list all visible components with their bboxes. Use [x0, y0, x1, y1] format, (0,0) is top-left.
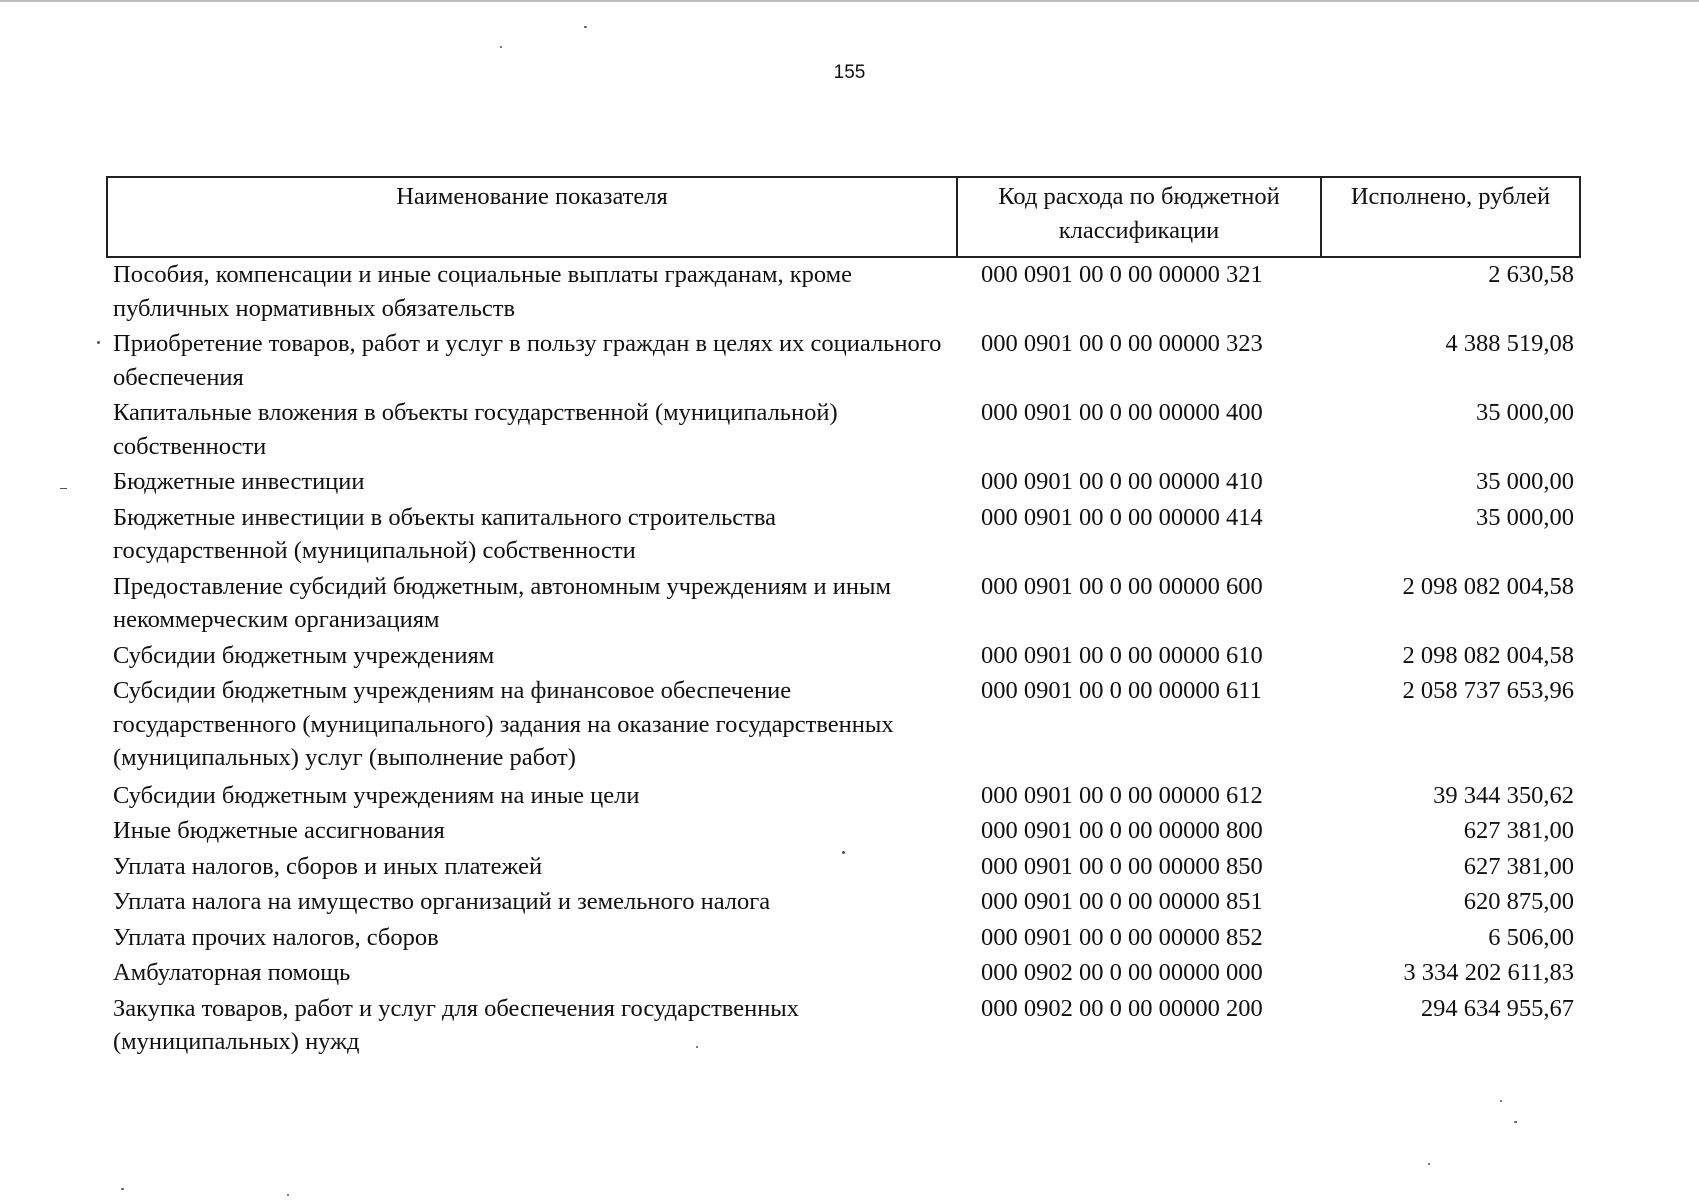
- row-amount: 35 000,00: [1476, 468, 1574, 495]
- row-name: Бюджетные инвестиции: [113, 468, 365, 495]
- row-code: 000 0901 00 0 00 00000 610: [981, 641, 1263, 669]
- row-amount: 2 058 737 653,96: [1402, 677, 1574, 704]
- row-amount: 35 000,00: [1476, 399, 1574, 426]
- scan-speck: [500, 46, 502, 48]
- row-name: Бюджетные инвестиции в объекты капитального строительства государственной (муниципальной) собственности: [113, 503, 776, 564]
- header-budget-code: Код расхода по бюджетной классификации: [957, 177, 1321, 257]
- row-amount: 627 381,00: [1463, 852, 1574, 880]
- table-row: [107, 885, 1580, 921]
- table-row: [107, 674, 1580, 777]
- scan-speck: [60, 488, 67, 489]
- row-name: Субсидии бюджетным учреждениям на финансовое обеспечение государственного (муниципального) задания на оказание государственных (муниципальных) услуг (выполнение работ): [113, 677, 894, 771]
- row-name: Уплата налогов, сборов и иных платежей: [113, 852, 543, 880]
- row-amount: 2 098 082 004,58: [1402, 641, 1574, 669]
- scan-speck: [97, 341, 100, 344]
- table-row: [107, 992, 1580, 1061]
- row-amount: 2 098 082 004,58: [1402, 572, 1574, 600]
- table-row: [107, 814, 1580, 850]
- row-name: Субсидии бюджетным учреждениям: [113, 641, 495, 669]
- row-code: 000 0901 00 0 00 00000 410: [981, 468, 1263, 495]
- row-code: 000 0902 00 0 00 00000 200: [981, 994, 1263, 1022]
- row-code: 000 0901 00 0 00 00000 400: [981, 399, 1263, 426]
- row-amount: 35 000,00: [1476, 503, 1574, 531]
- scan-speck: [1500, 1100, 1502, 1102]
- table-row: [107, 570, 1580, 639]
- row-name: Приобретение товаров, работ и услуг в пользу граждан в целях их социального обеспечения: [113, 330, 942, 391]
- table-row: [107, 850, 1580, 886]
- row-code: 000 0901 00 0 00 00000 414: [981, 503, 1263, 531]
- row-code: 000 0901 00 0 00 00000 612: [981, 781, 1263, 809]
- expenditure-table: [106, 176, 1581, 1061]
- row-amount: 627 381,00: [1463, 817, 1574, 844]
- scan-speck: [1514, 1121, 1517, 1123]
- table-row: [107, 639, 1580, 675]
- row-name: Иные бюджетные ассигнования: [113, 817, 445, 844]
- table-row: [107, 921, 1580, 957]
- table-header-row: [107, 177, 1580, 257]
- table-row: [107, 327, 1580, 396]
- row-code: 000 0901 00 0 00 00000 800: [981, 817, 1263, 844]
- row-amount: 6 506,00: [1488, 923, 1574, 951]
- row-name: Амбулаторная помощь: [113, 959, 351, 986]
- row-name: Капитальные вложения в объекты государственной (муниципальной) собственности: [113, 399, 838, 460]
- row-name: Пособия, компенсации и иные социальные выплаты гражданам, кроме публичных нормативных обязательств: [113, 261, 853, 322]
- row-code: 000 0901 00 0 00 00000 852: [981, 923, 1263, 951]
- page-number: 155: [833, 62, 866, 83]
- scan-speck: [121, 1188, 124, 1190]
- row-code: 000 0901 00 0 00 00000 851: [981, 888, 1263, 915]
- table-row: [107, 956, 1580, 992]
- row-name: Закупка товаров, работ и услуг для обеспечения государственных (муниципальных) нужд: [113, 994, 800, 1055]
- row-amount: 3 334 202 611,83: [1403, 959, 1574, 986]
- row-amount: 39 344 350,62: [1433, 781, 1574, 809]
- scan-speck: [1428, 1163, 1430, 1165]
- row-name: Субсидии бюджетным учреждениям на иные цели: [113, 781, 640, 809]
- row-code: 000 0901 00 0 00 00000 323: [981, 330, 1263, 357]
- table-row: [107, 777, 1580, 815]
- table-row: [107, 257, 1580, 327]
- scan-top-edge: [0, 0, 1699, 2]
- scan-speck: [584, 26, 587, 28]
- header-indicator-name: Наименование показателя: [107, 177, 957, 257]
- row-amount: 294 634 955,67: [1420, 994, 1574, 1022]
- scan-speck: [287, 1194, 289, 1196]
- table-row: [107, 501, 1580, 570]
- table-row: [107, 465, 1580, 501]
- row-amount: 2 630,58: [1488, 261, 1574, 288]
- row-code: 000 0902 00 0 00 00000 000: [981, 959, 1263, 986]
- row-code: 000 0901 00 0 00 00000 600: [981, 572, 1263, 600]
- row-code: 000 0901 00 0 00 00000 850: [981, 852, 1263, 880]
- table-row: [107, 396, 1580, 465]
- row-name: Уплата налога на имущество организаций и земельного налога: [113, 888, 771, 915]
- header-executed-amount: Исполнено, рублей: [1321, 177, 1580, 257]
- row-amount: 4 388 519,08: [1445, 330, 1574, 357]
- row-code: 000 0901 00 0 00 00000 611: [981, 677, 1262, 704]
- row-name: Предоставление субсидий бюджетным, автономным учреждениям и иным некоммерческим организациям: [113, 572, 891, 633]
- row-amount: 620 875,00: [1463, 888, 1574, 915]
- row-code: 000 0901 00 0 00 00000 321: [981, 261, 1263, 288]
- row-name: Уплата прочих налогов, сборов: [113, 923, 439, 951]
